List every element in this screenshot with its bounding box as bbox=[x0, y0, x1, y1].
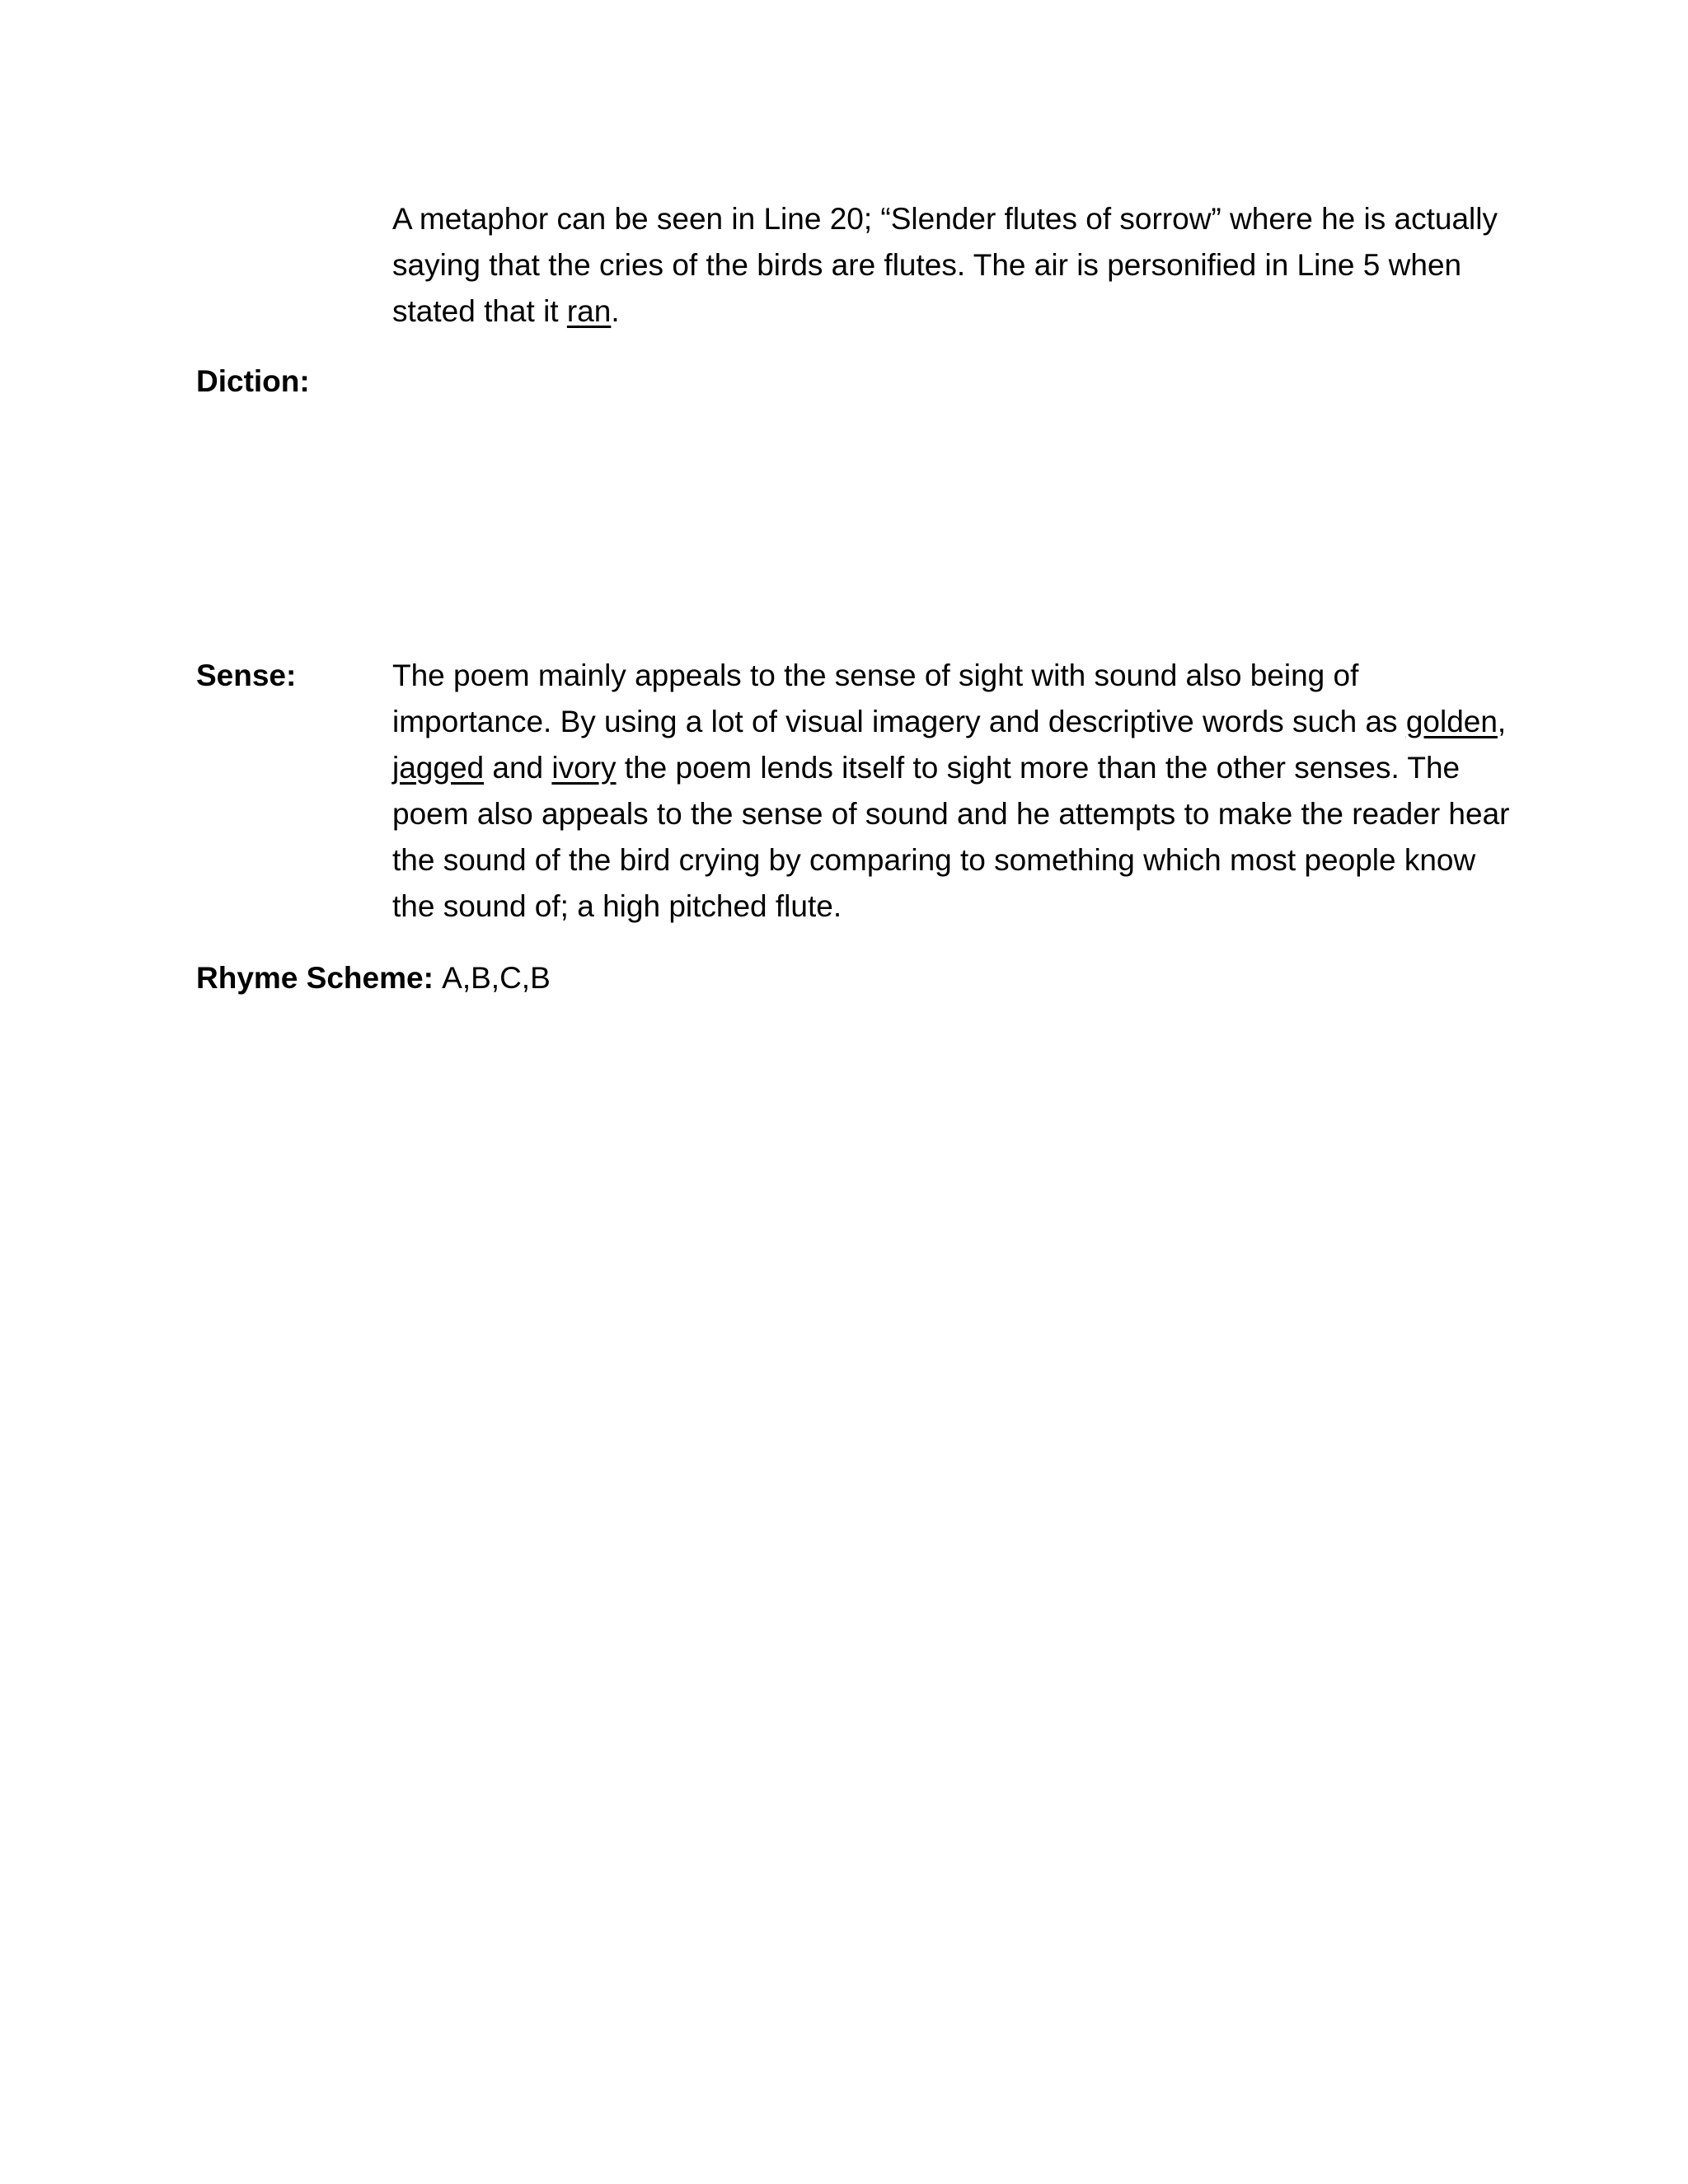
figurative-text: A metaphor can be seen in Line 20; “Slender flutes of sorrow” where he is actually saying that the cries of the birds are flutes. The air is personified in Line 5 when stated that it bbox=[392, 202, 1498, 328]
diction-label: Diction: bbox=[196, 364, 310, 398]
sense-text-1: The poem mainly appeals to the sense of sight with sound also being of importance. By using a lot of visual imagery and descriptive words such as bbox=[392, 658, 1406, 738]
sense-text-2: , bbox=[1497, 705, 1507, 738]
rhyme-scheme-value: A,B,C,B bbox=[442, 961, 551, 995]
rhyme-scheme-line bbox=[196, 955, 551, 1001]
underlined-word-ran: ran bbox=[566, 294, 612, 328]
figurative-period: . bbox=[611, 294, 620, 328]
underlined-word-golden: golden bbox=[1405, 705, 1498, 738]
sense-text-4: the poem lends itself to sight more than the other senses. The poem also appeals to the sense of sound and he attempts to make the reader hear the sound of the bird crying by comparing to something which most people know the sound of; a high pitched flute. bbox=[392, 751, 1510, 923]
sense-text-3: and bbox=[484, 751, 552, 785]
sense-paragraph bbox=[392, 653, 1513, 930]
underlined-word-ivory: ivory bbox=[551, 751, 617, 785]
sense-label: Sense: bbox=[196, 658, 297, 692]
underlined-word-jagged: jagged bbox=[392, 751, 485, 785]
rhyme-scheme-label: Rhyme Scheme: bbox=[196, 961, 434, 995]
figurative-language-paragraph bbox=[392, 196, 1513, 335]
